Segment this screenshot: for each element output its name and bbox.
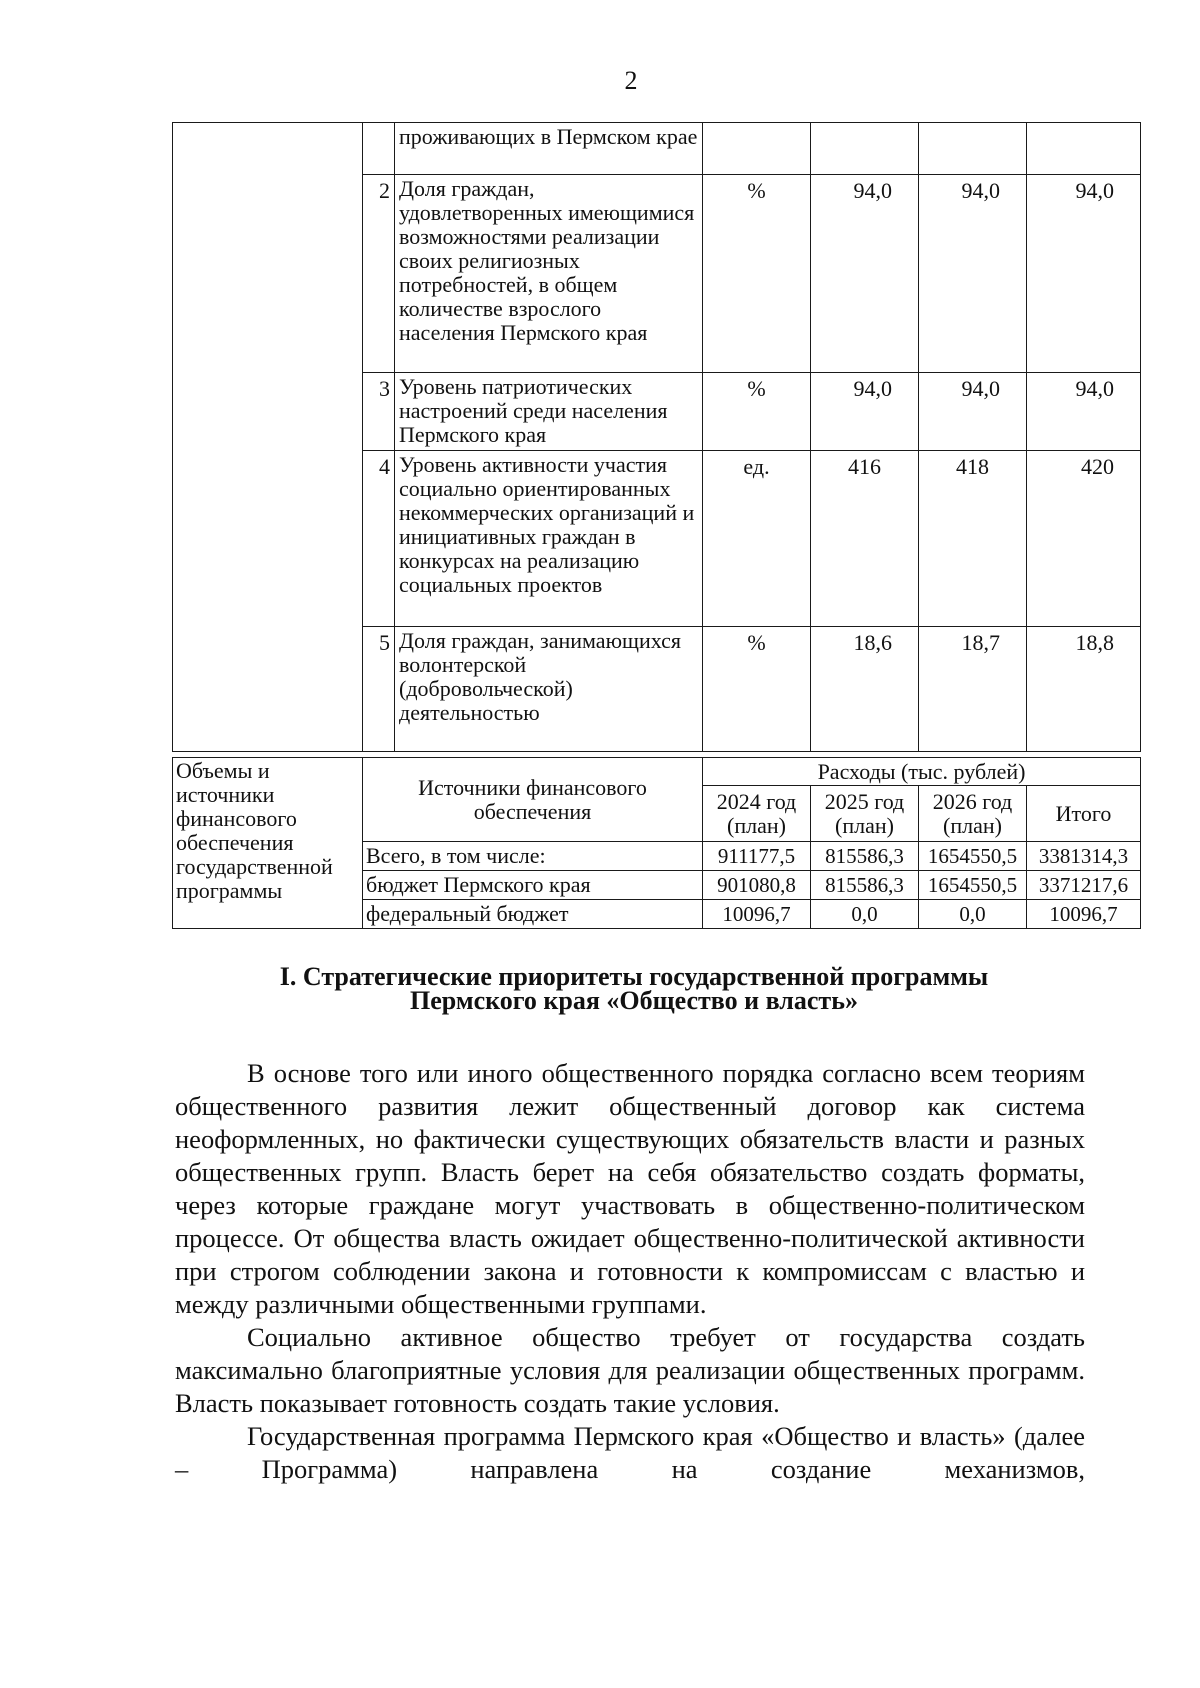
indicator-number: 3 [363,373,395,451]
indicator-value-2025: 18,7 [919,627,1027,752]
finance-value: 1654550,5 [919,842,1027,871]
indicator-name: Уровень активности участия социально ориентированных некоммерческих организаций и инициативных граждан в конкурсах на реализацию социальных проектов [395,451,703,627]
finance-value: 10096,7 [1027,900,1141,929]
finance-section-label: Объемы и источники финансового обеспечения государственной программы [173,758,363,929]
table-row [173,758,1141,786]
indicator-value-2025 [919,123,1027,175]
indicator-unit: % [703,627,811,752]
indicator-value-2024 [811,123,919,175]
indicator-name: Доля граждан, занимающихся волонтерской (добровольческой) деятельностью [395,627,703,752]
paragraph: Государственная программа Пермского края «Общество и власть» (далее – Программа) направлена на создание механизмов, [175,1421,1085,1484]
finance-column-header: 2025 год (план) [811,786,919,842]
finance-value: 10096,7 [703,900,811,929]
finance-value: 0,0 [811,900,919,929]
indicator-name: Уровень патриотических настроений среди населения Пермского края [395,373,703,451]
indicator-unit: % [703,373,811,451]
indicator-number: 4 [363,451,395,627]
finance-column-header: Итого [1027,786,1141,842]
indicator-value-2026: 18,8 [1027,627,1141,752]
page-number: 2 [624,66,638,95]
indicator-value-2026: 94,0 [1027,373,1141,451]
indicator-value-2026 [1027,123,1141,175]
finance-row-label: Всего, в том числе: [363,842,703,871]
finance-sources-header: Источники финансового обеспечения [363,758,703,842]
section-heading-line: Пермского края «Общество и власть» [410,986,858,1015]
indicator-name: Доля граждан, удовлетворенных имеющимися возможностями реализации своих религиозных потребностей, в общем количестве взрослого населения Пермского края [395,175,703,373]
empty-section-cell [173,123,363,752]
finance-value: 911177,5 [703,842,811,871]
paragraph: В основе того или иного общественного порядка согласно всем теориям общественного развития лежит общественный договор как система неоформленных, но фактически существующих обязательств власти и разных общественных групп. Власть берет на себя обязательство создать форматы, через которые граждане могут участвовать в общественно-политическом процессе. От общества власть ожидает общественно-политической активности при строгом соблюдении закона и готовности к компромиссам с властью и между различными общественными группами. [175,1058,1085,1319]
indicator-value-2024: 416 [811,451,919,627]
section-heading-line: I. Стратегические приоритеты государственной программы [279,962,989,991]
indicator-value-2026: 94,0 [1027,175,1141,373]
paragraph: Социально активное общество требует от государства создать максимально благоприятные условия для реализации общественных программ. Власть показывает готовность создать такие условия. [175,1322,1085,1418]
indicator-number [363,123,395,175]
finance-value: 0,0 [919,900,1027,929]
indicator-unit: ед. [703,451,811,627]
table-row [173,123,1141,175]
indicator-value-2025: 94,0 [919,175,1027,373]
indicator-name: проживающих в Пермском крае [395,123,703,175]
indicator-number: 2 [363,175,395,373]
finance-value: 901080,8 [703,871,811,900]
finance-value: 815586,3 [811,842,919,871]
body-text [175,1057,1085,1486]
section-heading [172,962,1096,1015]
indicator-value-2024: 94,0 [811,373,919,451]
finance-value: 815586,3 [811,871,919,900]
indicator-unit: % [703,175,811,373]
finance-table [172,757,1141,929]
indicator-unit [703,123,811,175]
finance-value: 1654550,5 [919,871,1027,900]
finance-column-header: 2026 год (план) [919,786,1027,842]
finance-column-header: 2024 год (план) [703,786,811,842]
indicator-value-2024: 94,0 [811,175,919,373]
finance-row-label: федеральный бюджет [363,900,703,929]
finance-value: 3381314,3 [1027,842,1141,871]
indicator-value-2025: 418 [919,451,1027,627]
finance-value: 3371217,6 [1027,871,1141,900]
indicator-value-2024: 18,6 [811,627,919,752]
finance-expenses-header: Расходы (тыс. рублей) [703,758,1141,786]
finance-row-label: бюджет Пермского края [363,871,703,900]
indicator-value-2025: 94,0 [919,373,1027,451]
indicator-number: 5 [363,627,395,752]
indicators-table [172,122,1141,752]
indicator-value-2026: 420 [1027,451,1141,627]
